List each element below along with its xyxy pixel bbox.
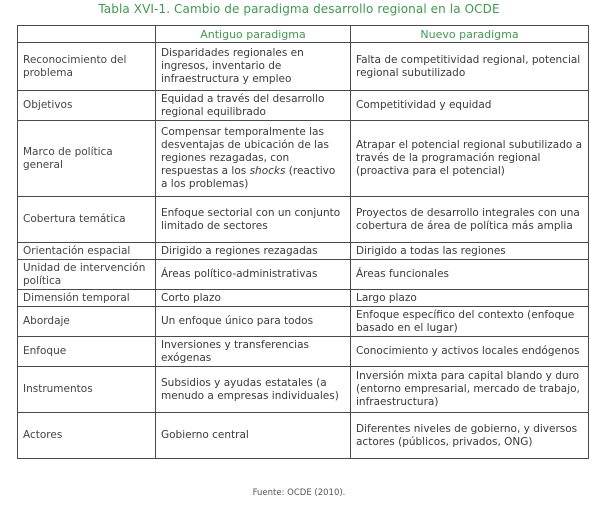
old-paradigm-cell: Enfoque sectorial con un conjunto limitado de sectores: [156, 197, 351, 243]
new-paradigm-cell: Competitividad y equidad: [351, 91, 589, 121]
old-paradigm-cell: Dirigido a regiones rezagadas: [156, 243, 351, 260]
new-paradigm-cell: Atrapar el potencial regional subutilizado a través de la programación regional (proactiva para el potencial): [351, 121, 589, 197]
table-row: [18, 197, 589, 243]
header-row: [18, 26, 589, 43]
row-label: Reconocimiento del problema: [18, 43, 156, 91]
row-label: Actores: [18, 413, 156, 459]
table-row: [18, 91, 589, 121]
header-empty: [18, 26, 156, 43]
table-row: [18, 307, 589, 337]
old-paradigm-cell: Equidad a través del desarrollo regional equilibrado: [156, 91, 351, 121]
old-text-pre: Compensar temporalmente las desventajas de ubicación de las regiones rezagadas, con respuestas a los: [161, 126, 329, 177]
old-paradigm-cell: Áreas político-administrativas: [156, 260, 351, 290]
new-paradigm-cell: Diferentes niveles de gobierno, y diversos actores (públicos, privados, ONG): [351, 413, 589, 459]
header-new-paradigm: Nuevo paradigma: [351, 26, 589, 43]
paradigm-table: [17, 25, 589, 459]
new-paradigm-cell: Falta de competitividad regional, potencial regional subutilizado: [351, 43, 589, 91]
old-paradigm-cell: [156, 121, 351, 197]
new-paradigm-cell: Dirigido a todas las regiones: [351, 243, 589, 260]
table-row: [18, 243, 589, 260]
row-label: Objetivos: [18, 91, 156, 121]
table-row: [18, 337, 589, 367]
table-row: [18, 260, 589, 290]
table-row: [18, 121, 589, 197]
old-text-post: (reactivo a los problemas): [161, 165, 336, 190]
old-paradigm-cell: Corto plazo: [156, 290, 351, 307]
new-paradigm-cell: Enfoque específico del contexto (enfoque basado en el lugar): [351, 307, 589, 337]
source-note: Fuente: OCDE (2010).: [252, 488, 346, 498]
new-paradigm-cell: Proyectos de desarrollo integrales con una cobertura de área de política más amplia: [351, 197, 589, 243]
old-paradigm-cell: Un enfoque único para todos: [156, 307, 351, 337]
new-paradigm-cell: Conocimiento y activos locales endógenos: [351, 337, 589, 367]
row-label: Enfoque: [18, 337, 156, 367]
row-label: Unidad de intervención política: [18, 260, 156, 290]
old-paradigm-cell: Subsidios y ayudas estatales (a menudo a empresas individuales): [156, 367, 351, 413]
row-label: Orientación espacial: [18, 243, 156, 260]
row-label: Instrumentos: [18, 367, 156, 413]
table-row: [18, 413, 589, 459]
table-row: [18, 367, 589, 413]
new-paradigm-cell: Áreas funcionales: [351, 260, 589, 290]
new-paradigm-cell: Largo plazo: [351, 290, 589, 307]
header-old-paradigm: Antiguo paradigma: [156, 26, 351, 43]
old-text-emphasis: shocks: [249, 165, 286, 177]
table-row: [18, 43, 589, 91]
new-paradigm-cell: Inversión mixta para capital blando y duro (entorno empresarial, mercado de trabajo, infraestructura): [351, 367, 589, 413]
old-paradigm-cell: Gobierno central: [156, 413, 351, 459]
row-label: Abordaje: [18, 307, 156, 337]
row-label: Dimensión temporal: [18, 290, 156, 307]
table-title: Tabla XVI-1. Cambio de paradigma desarrollo regional en la OCDE: [98, 2, 500, 16]
table-row: [18, 290, 589, 307]
row-label: Cobertura temática: [18, 197, 156, 243]
row-label: Marco de política general: [18, 121, 156, 197]
old-paradigm-cell: Inversiones y transferencias exógenas: [156, 337, 351, 367]
old-paradigm-cell: Disparidades regionales en ingresos, inventario de infraestructura y empleo: [156, 43, 351, 91]
